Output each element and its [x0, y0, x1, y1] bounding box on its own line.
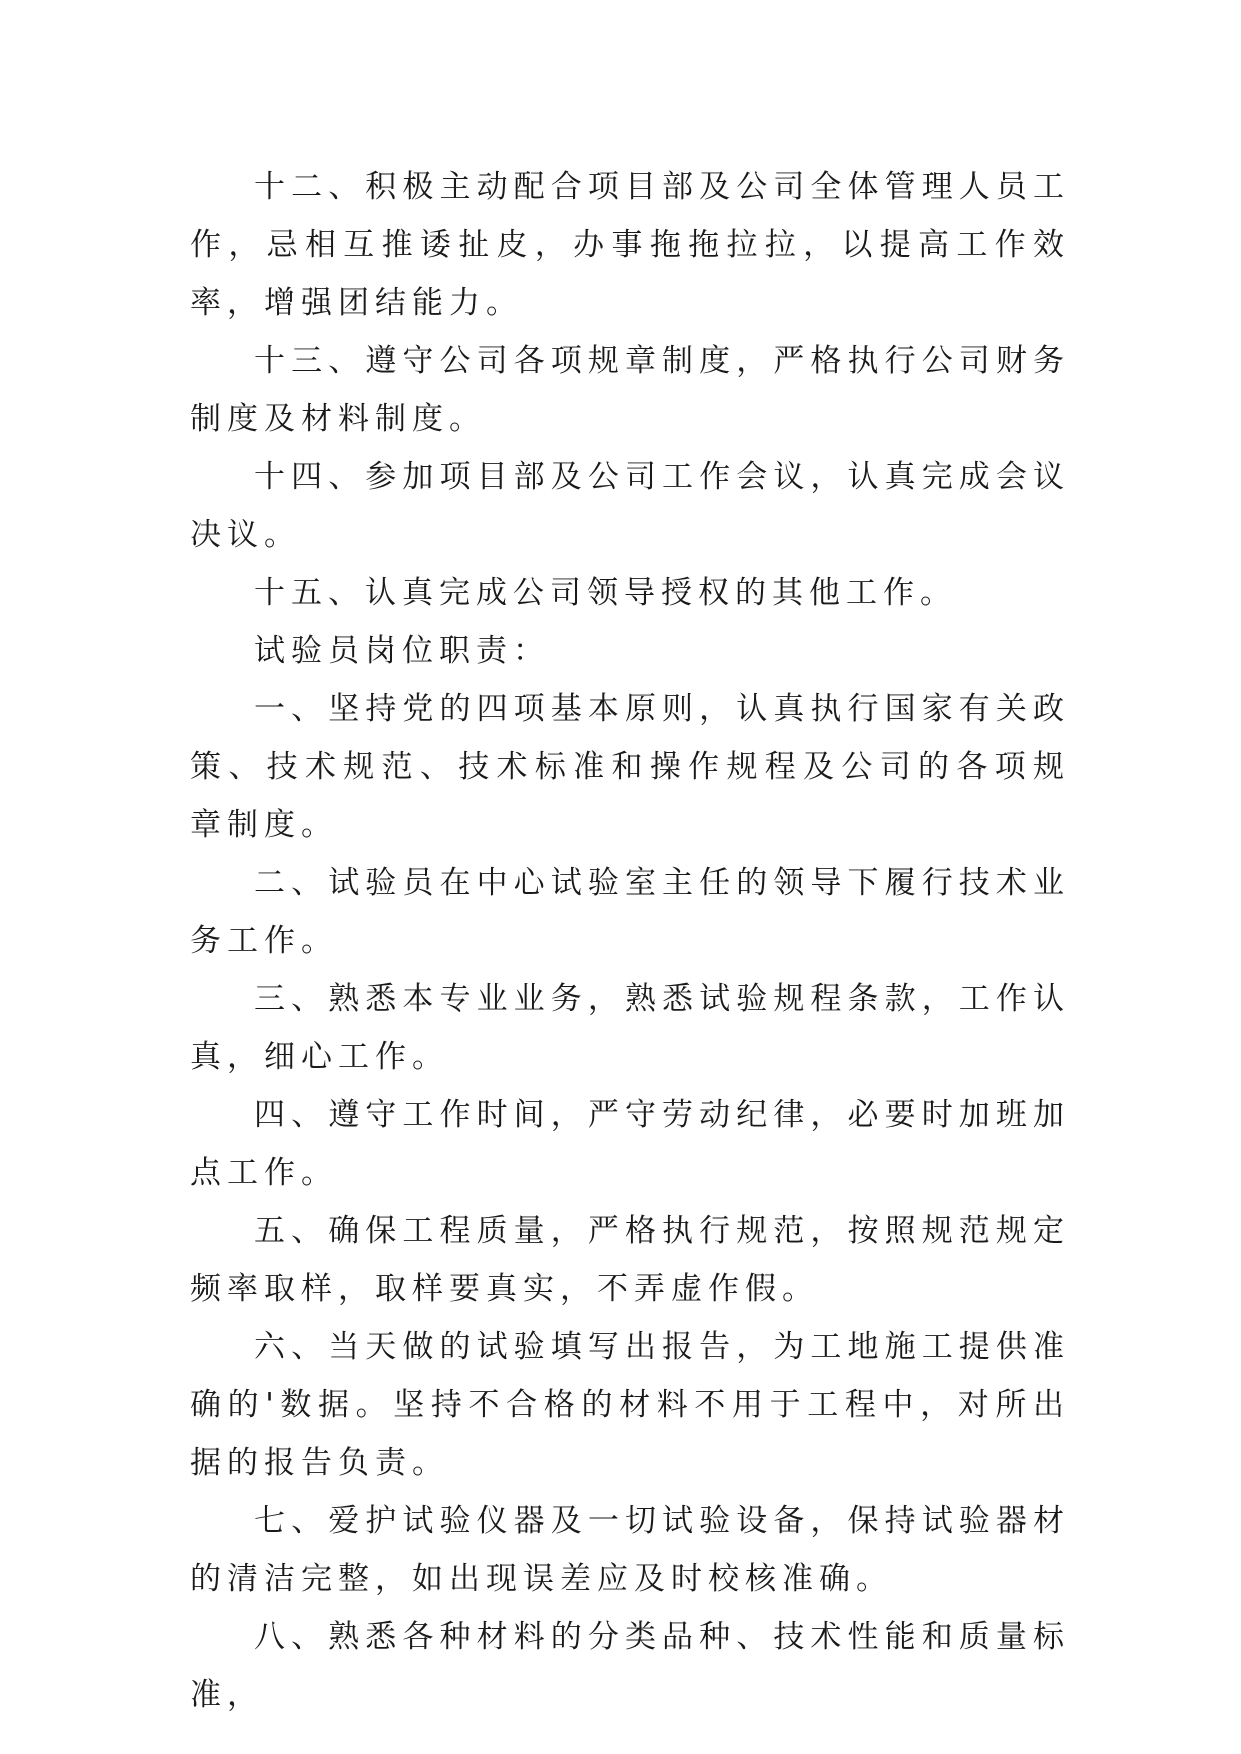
duty-item-1: 一、坚持党的四项基本原则，认真执行国家有关政策、技术规范、技术标准和操作规程及公司的各项规章制度。	[190, 691, 1070, 843]
duty-item-2: 二、试验员在中心试验室主任的领导下履行技术业务工作。	[190, 865, 1070, 959]
duty-item-5: 五、确保工程质量，严格执行规范，按照规范规定频率取样，取样要真实，不弄虚作假。	[190, 1213, 1070, 1307]
duty-item-8: 八、熟悉各种材料的分类品种、技术性能和质量标准，	[190, 1619, 1070, 1713]
paragraph-item-12: 十二、积极主动配合项目部及公司全体管理人员工作，忌相互推诿扯皮，办事拖拖拉拉，以提高工作效率，增强团结能力。	[190, 169, 1070, 321]
document-body	[190, 158, 1070, 1724]
duty-item-6: 六、当天做的试验填写出报告，为工地施工提供准确的'数据。坚持不合格的材料不用于工程中，对所出据的报告负责。	[190, 1329, 1070, 1481]
duty-item-4: 四、遵守工作时间，严守劳动纪律，必要时加班加点工作。	[190, 1097, 1070, 1191]
paragraph-item-15: 十五、认真完成公司领导授权的其他工作。	[254, 575, 957, 611]
duty-item-3: 三、熟悉本专业业务，熟悉试验规程条款，工作认真，细心工作。	[190, 981, 1070, 1075]
section-heading-tester-duties: 试验员岗位职责：	[254, 633, 550, 669]
paragraph-item-14: 十四、参加项目部及公司工作会议，认真完成会议决议。	[190, 459, 1070, 553]
duty-item-7: 七、爱护试验仪器及一切试验设备，保持试验器材的清洁完整，如出现误差应及时校核准确。	[190, 1503, 1070, 1597]
paragraph-item-13: 十三、遵守公司各项规章制度，严格执行公司财务制度及材料制度。	[190, 343, 1070, 437]
